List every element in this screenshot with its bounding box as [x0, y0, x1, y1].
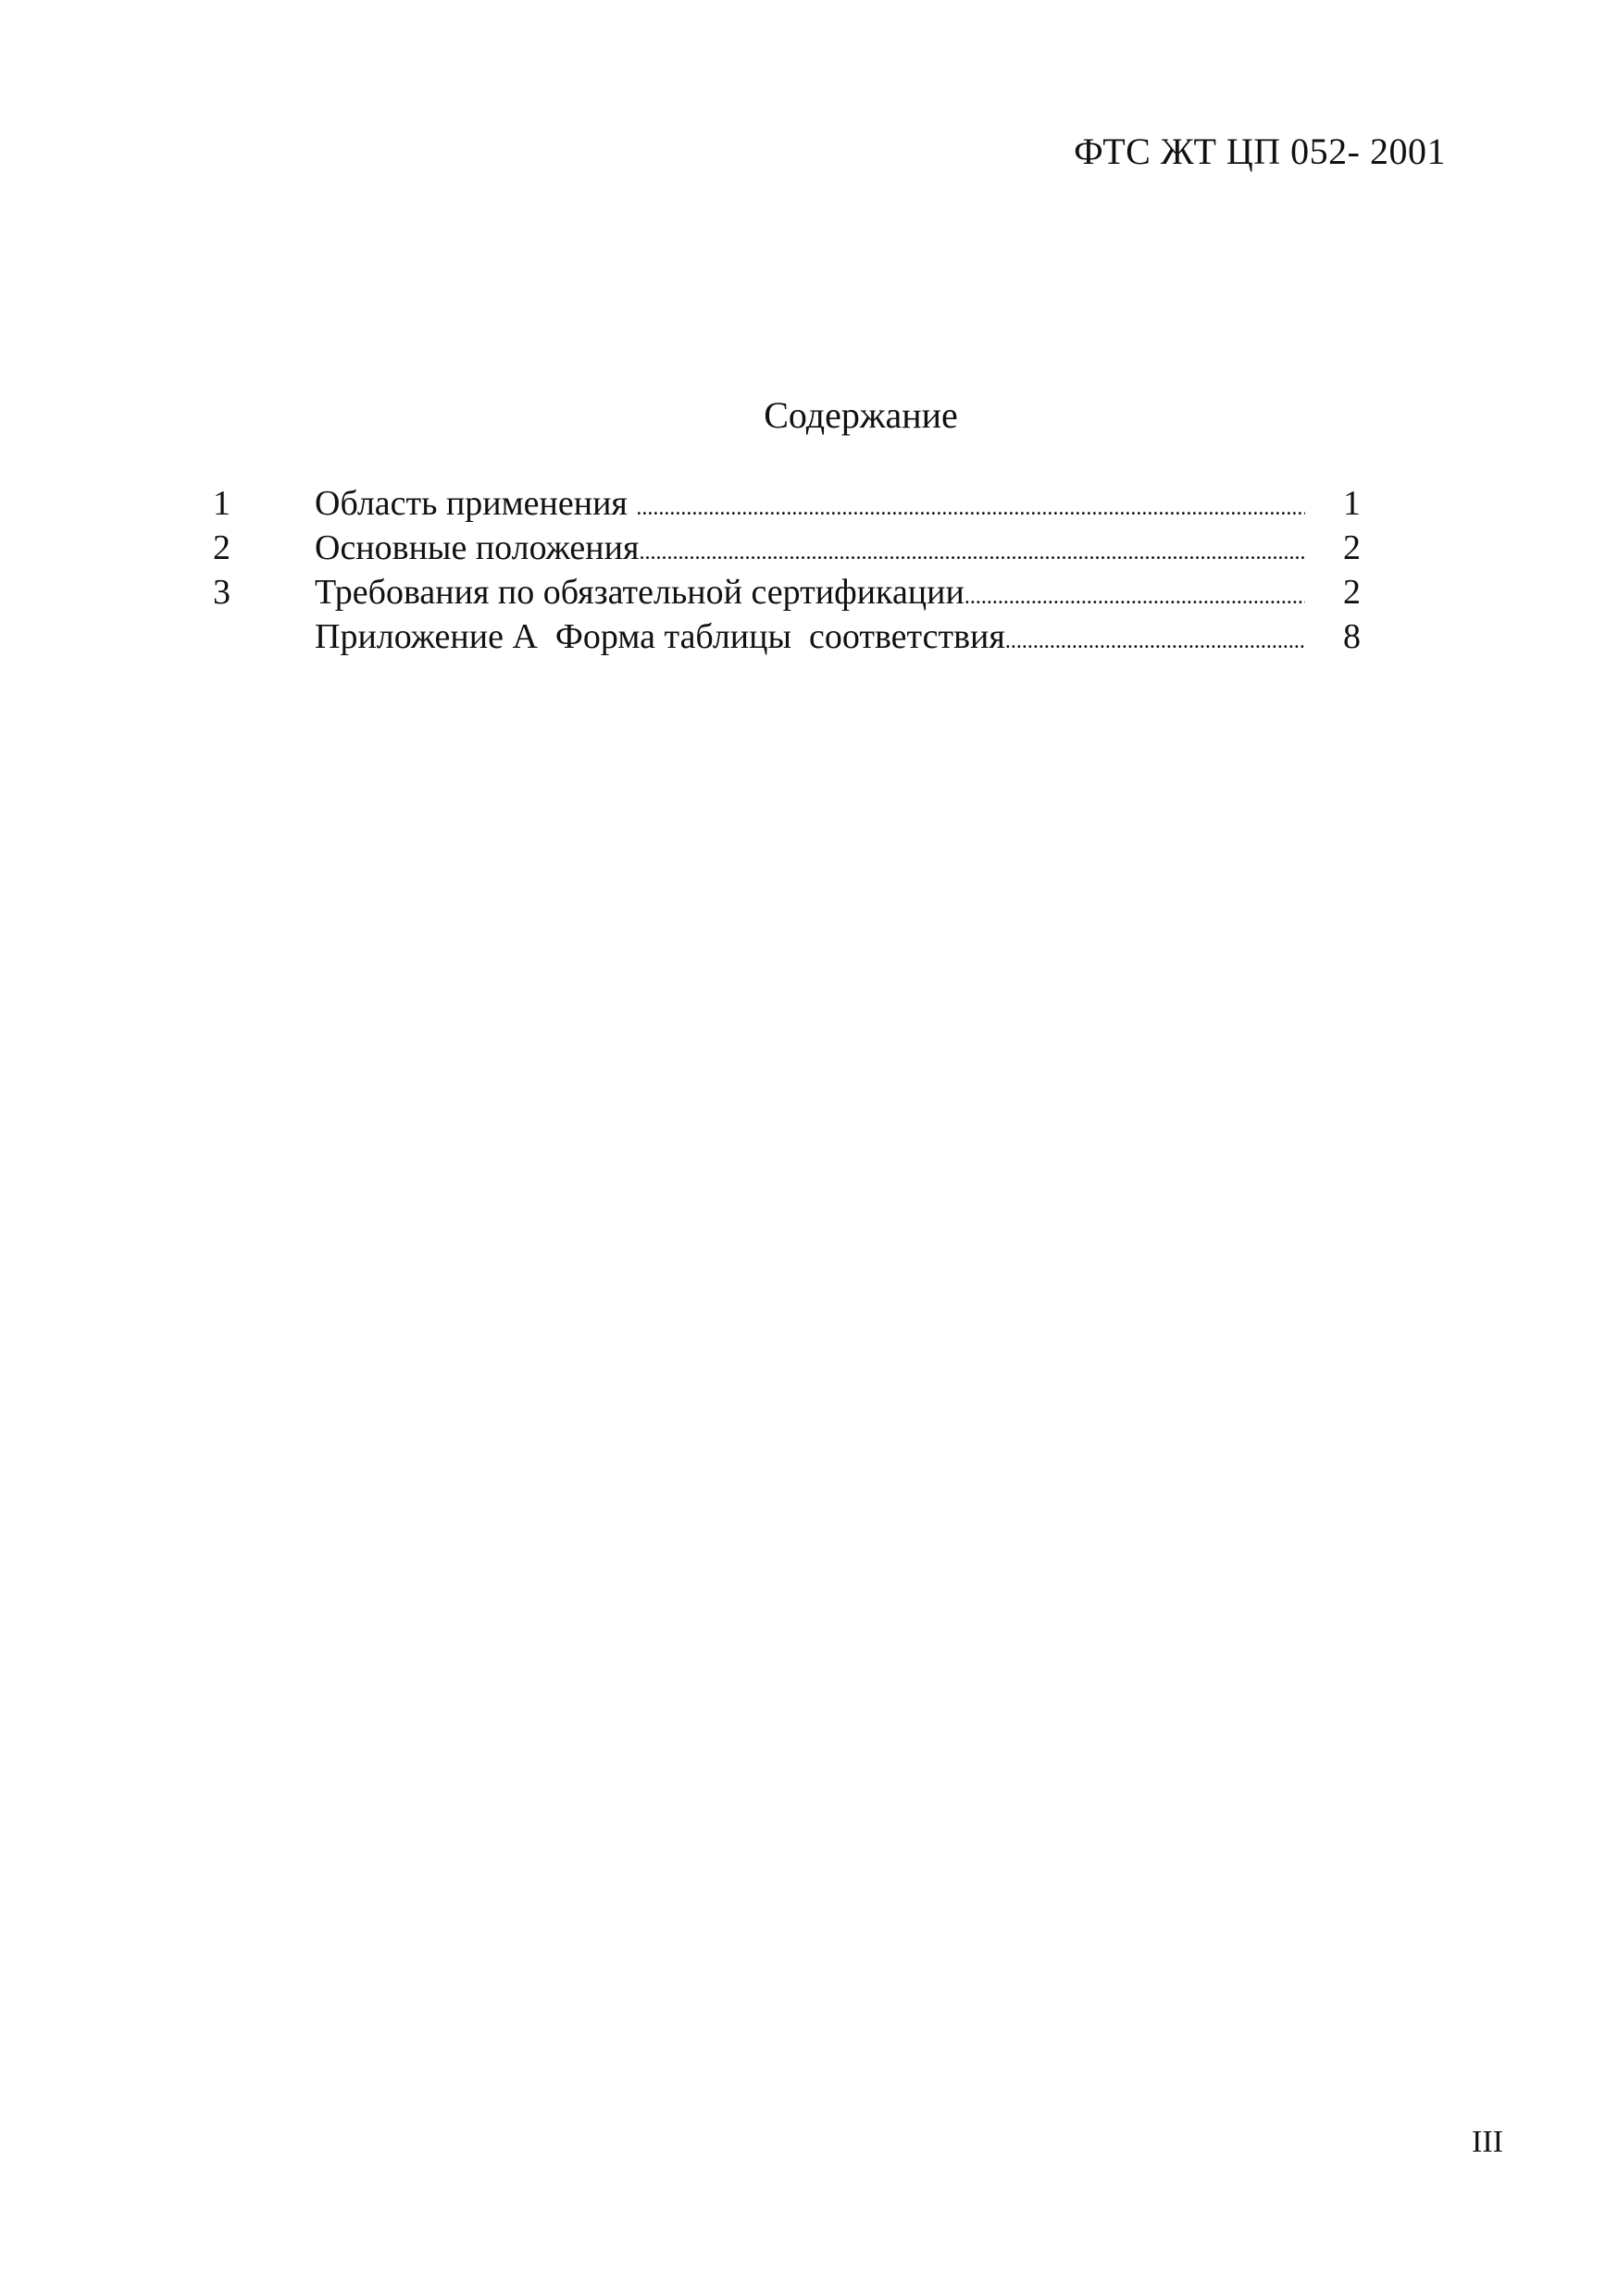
toc-entry-number: 3 [213, 573, 230, 612]
toc-entry-label-wrap [315, 570, 1305, 619]
toc-title: Содержание [764, 394, 958, 436]
toc-entry-label: Область применения [315, 484, 637, 523]
toc-entry[interactable] [213, 481, 1361, 526]
toc-entry-label: Требования по обязательной сертификации [315, 573, 965, 612]
toc-dot-leader [636, 486, 1305, 530]
page-number: III [1472, 2125, 1503, 2159]
toc-dot-leader [639, 530, 1305, 575]
toc-entry[interactable] [213, 614, 1361, 659]
toc-entry[interactable] [213, 570, 1361, 614]
toc-entry-page: 2 [1343, 573, 1361, 612]
toc-entry-label: Основные положения [315, 528, 640, 567]
toc-entry-number: 2 [213, 528, 230, 567]
toc-entry-label-wrap [315, 481, 1305, 530]
toc-entry-page: 8 [1343, 617, 1361, 656]
table-of-contents [213, 481, 1361, 659]
toc-entry-number: 1 [213, 484, 230, 523]
toc-entry[interactable] [213, 526, 1361, 570]
toc-entry-label-wrap [315, 526, 1305, 575]
toc-entry-page: 2 [1343, 528, 1361, 567]
toc-entry-label: Приложение А Форма таблицы соответствия [315, 617, 1005, 656]
toc-entry-label-wrap [315, 614, 1305, 664]
toc-entry-page: 1 [1343, 484, 1361, 523]
toc-dot-leader [965, 575, 1305, 619]
document-code: ФТС ЖТ ЦП 052- 2001 [1074, 130, 1446, 172]
toc-dot-leader [1005, 619, 1305, 664]
